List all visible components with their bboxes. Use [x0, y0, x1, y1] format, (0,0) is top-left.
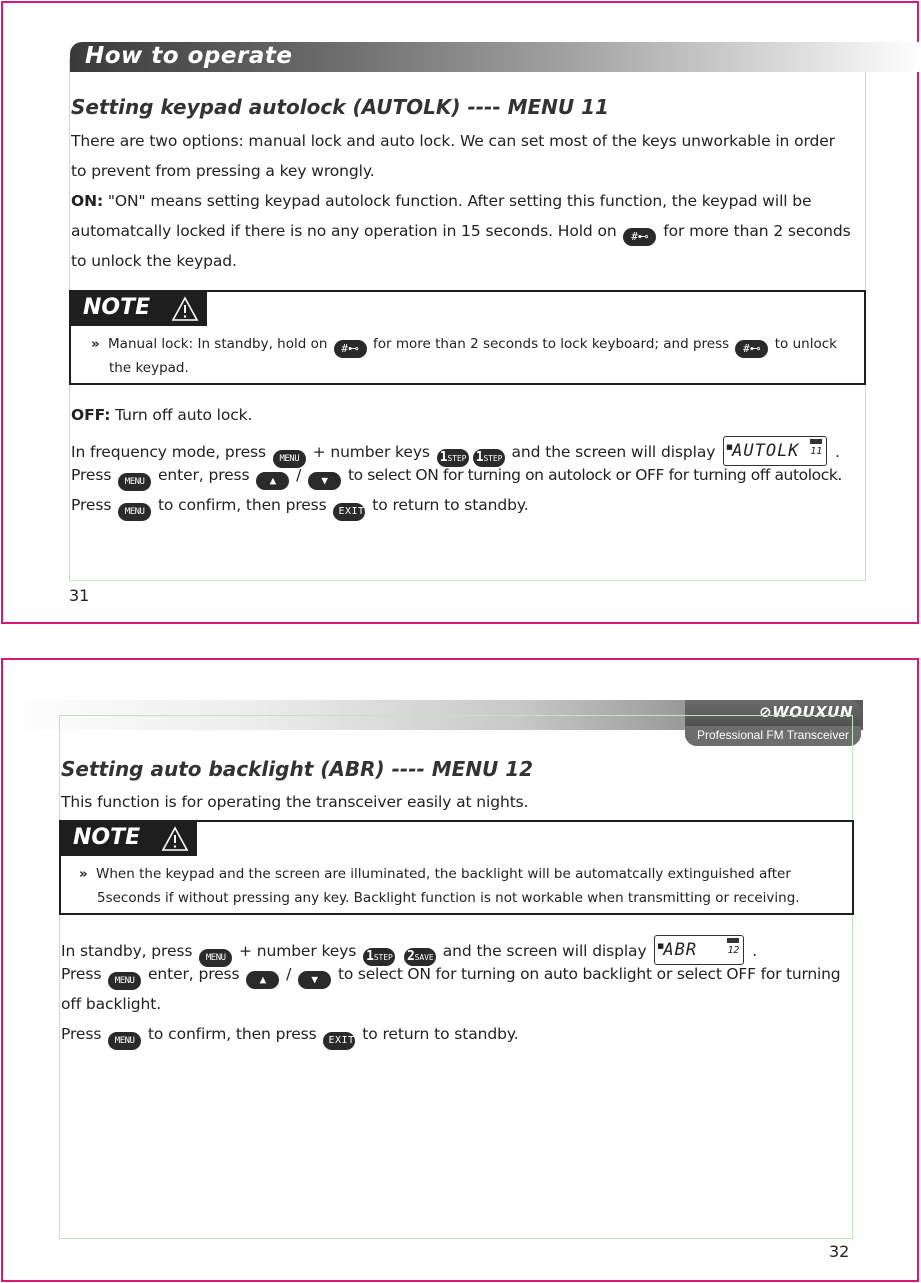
number-1-key-icon: 1STEP [473, 449, 505, 467]
note-text-1c: to unlock [774, 336, 837, 352]
step-3a: Press [61, 1025, 102, 1043]
manual-page-31 [1, 1, 919, 624]
step-2 [71, 466, 842, 491]
note-tab [71, 292, 207, 326]
step-1c: and the screen will display [511, 443, 716, 461]
double-chevron-icon: » [91, 336, 96, 352]
on-label: ON: [71, 192, 104, 210]
note-line-1 [91, 332, 837, 358]
step-2b: enter, press [147, 965, 240, 983]
exit-key-icon: EXIT [323, 1032, 355, 1050]
hash-lock-key-icon: #⊷ [334, 340, 367, 358]
intro-line-1: There are two options: manual lock and auto lock. We can set most of the keys unworkable in order [71, 132, 835, 150]
step-2b: enter, press [157, 466, 250, 484]
battery-icon [810, 439, 822, 444]
note-text-1a: Manual lock: In standby, hold on [108, 336, 328, 352]
on-text-1: "ON" means setting keypad autolock function. After setting this function, the keypad will be [107, 192, 812, 210]
step-2-continued: off backlight. [61, 995, 162, 1013]
step-3c: to return to standby. [372, 496, 529, 514]
header-title: How to operate [85, 43, 293, 69]
down-arrow-key-icon: ▼ [298, 971, 331, 989]
step-1a: In standby, press [61, 942, 193, 960]
note-line-1 [79, 862, 791, 886]
menu-key-icon: MENU [199, 949, 232, 967]
note-box [69, 290, 866, 385]
lcd-channel: 11 [810, 446, 823, 457]
step-2d: to select ON for turning on autolock or OFF for turning off autolock. [347, 466, 842, 484]
page-number: 31 [69, 586, 90, 605]
step-1a: In frequency mode, press [71, 443, 266, 461]
manual-page-32 [1, 658, 919, 1282]
note-label: NOTE [83, 295, 151, 320]
step-3c: to return to standby. [362, 1025, 519, 1043]
step-3b: to confirm, then press [147, 1025, 317, 1043]
warning-triangle-icon [171, 296, 199, 322]
number-1-key-icon: 1STEP [363, 948, 395, 966]
up-arrow-key-icon: ▲ [246, 971, 279, 989]
brand-logo: ⊘WOUXUN [759, 703, 853, 721]
lcd-dot-icon: ■ [726, 443, 733, 451]
step-1c: and the screen will display [442, 942, 647, 960]
exit-key-icon: EXIT [333, 503, 365, 521]
number-2-key-icon: 2SAVE [404, 948, 436, 966]
menu-key-icon: MENU [118, 503, 151, 521]
section-title: Setting keypad autolock (AUTOLK) ---- MENU 11 [71, 95, 609, 119]
intro-line: This function is for operating the transceiver easily at nights. [61, 793, 529, 811]
section-title: Setting auto backlight (ABR) ---- MENU 12 [61, 757, 534, 781]
step-2c: / [296, 466, 302, 484]
on-line-2 [71, 222, 851, 246]
on-text-2a: automatcally locked if there is no any operation in 15 seconds. Hold on [71, 222, 617, 240]
step-1 [71, 436, 840, 468]
step-3b: to confirm, then press [157, 496, 327, 514]
note-label: NOTE [73, 825, 141, 850]
lcd-text: ABR [663, 940, 698, 960]
hash-lock-key-icon: #⊷ [623, 228, 656, 246]
lcd-display [654, 935, 744, 965]
down-arrow-key-icon: ▼ [308, 472, 341, 490]
lcd-dot-icon: ■ [657, 942, 664, 950]
on-line-1 [71, 192, 812, 210]
menu-key-icon: MENU [108, 1032, 141, 1050]
step-1b: + number keys [312, 443, 430, 461]
note-tab [61, 822, 197, 856]
note-text-1b: for more than 2 seconds to lock keyboard; and press [373, 336, 730, 352]
note-line-2: the keypad. [109, 360, 189, 376]
step-2d: to select ON for turning on auto backlight or select OFF for turning [337, 965, 841, 983]
step-3 [71, 496, 529, 521]
double-chevron-icon: » [79, 866, 84, 882]
warning-triangle-icon [161, 826, 189, 852]
intro-line-2: to prevent from pressing a key wrongly. [71, 162, 375, 180]
step-2 [61, 965, 840, 990]
step-3 [61, 1025, 519, 1050]
lcd-display [723, 436, 827, 466]
on-text-2b: for more than 2 seconds [663, 222, 851, 240]
step-3a: Press [71, 496, 112, 514]
hash-lock-key-icon: #⊷ [735, 340, 768, 358]
step-2a: Press [61, 965, 102, 983]
menu-key-icon: MENU [273, 450, 306, 468]
off-text: Turn off auto lock. [115, 406, 253, 424]
step-1d: . [752, 942, 758, 960]
number-1-key-icon: 1STEP [437, 449, 469, 467]
step-1d: . [834, 443, 840, 461]
lcd-text: AUTOLK [732, 441, 800, 461]
on-line-3: to unlock the keypad. [71, 252, 237, 270]
step-2c: / [286, 965, 292, 983]
brand-tagline: Professional FM Transceiver [696, 728, 850, 742]
off-label: OFF: [71, 406, 111, 424]
step-2a: Press [71, 466, 112, 484]
lcd-channel: 12 [727, 945, 740, 956]
note-line-2: 5seconds if without pressing any key. Backlight function is not workable when transmitting or receiving. [97, 890, 800, 906]
step-1 [61, 935, 757, 967]
page-number: 32 [829, 1242, 850, 1261]
note-box [59, 820, 854, 915]
step-1b: + number keys [239, 942, 357, 960]
battery-icon [727, 938, 739, 943]
menu-key-icon: MENU [118, 473, 151, 491]
off-line [71, 406, 252, 424]
up-arrow-key-icon: ▲ [256, 472, 289, 490]
menu-key-icon: MENU [108, 972, 141, 990]
note-text-1: When the keypad and the screen are illuminated, the backlight will be automatcally extinguished after [96, 866, 791, 882]
